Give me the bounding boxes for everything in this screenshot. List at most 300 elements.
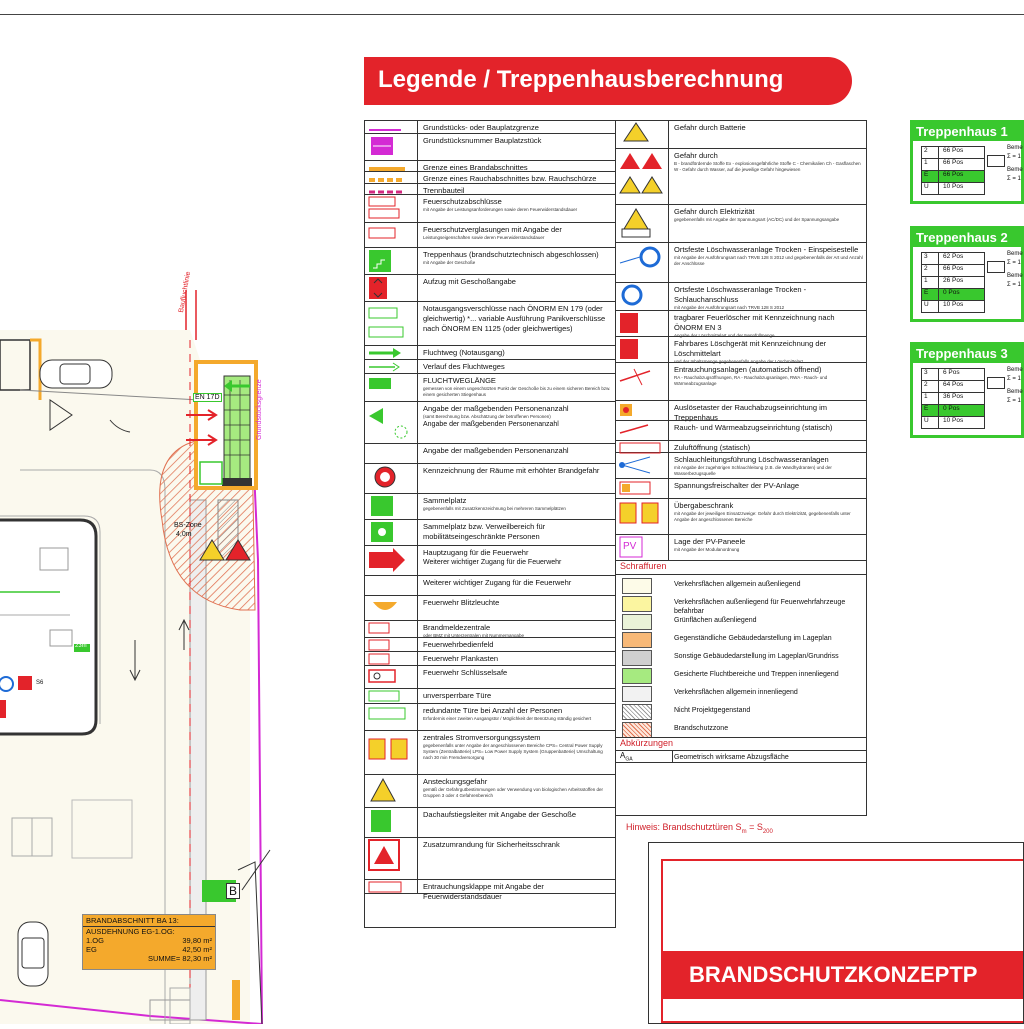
legend-text	[674, 455, 864, 477]
legend-right-row	[616, 535, 866, 561]
legend-label: Gefahr durch Elektrizität	[674, 207, 755, 216]
legend-symbol	[616, 479, 669, 498]
legend-symbol	[365, 275, 418, 301]
bs-zone-label: BS-Zone	[174, 522, 202, 529]
treppenhaus-floor: E	[922, 405, 939, 416]
treppenhaus-row	[921, 392, 985, 405]
schraffur-swatch	[622, 632, 652, 648]
legend-symbol	[365, 402, 418, 443]
legend-right-row	[616, 205, 866, 243]
brandabschnitt-row-key: 1.OG	[86, 936, 104, 945]
legend-sublabel: mit Angabe der zugehörigen Schlauchleitung (z.B. die Wandhydranten) und der Wasserbezugsquelle	[674, 465, 832, 476]
legend-right-row	[616, 401, 866, 421]
legend-text	[423, 840, 613, 850]
treppenhaus-persons: 36 Pos	[943, 393, 964, 400]
legend-text	[423, 496, 613, 512]
en179-plan-tag: EN 17D	[195, 394, 220, 401]
legend-symbol	[616, 337, 669, 362]
abkuerzung-row	[616, 751, 866, 763]
legend-label: Feuerwehrbedienfeld	[423, 640, 494, 649]
abkuerzung-value: Geometrisch wirksame Abzugsfläche	[674, 754, 789, 761]
legend-left-row	[365, 666, 615, 689]
legend-text	[423, 578, 613, 588]
legend-sublabel: (samt Berechnung bzw. Abschätzung der betroffenen Personen)	[423, 414, 551, 419]
legend-left-row	[365, 638, 615, 652]
brandabschnitt-row-key: EG	[86, 945, 97, 954]
schraffur-label: Verkehrsflächen allgemein außenliegend	[674, 581, 801, 588]
treppenhaus-note: Beme	[1007, 167, 1023, 173]
legend-label: Übergabeschrank	[674, 501, 734, 510]
legend-text	[423, 691, 613, 701]
treppenhaus-note: Beme	[1007, 145, 1023, 151]
schraffur-label: Sonstige Gebäudedarstellung im Lageplan/Grundriss	[674, 653, 839, 660]
legend-banner	[364, 57, 852, 105]
legend-right-row	[616, 499, 866, 535]
legend-symbol	[365, 184, 418, 194]
treppenhaus-table	[921, 369, 985, 429]
legend-text	[423, 668, 613, 678]
legend-symbol	[365, 346, 418, 359]
treppenhaus-row	[921, 146, 985, 159]
treppenhaus-row	[921, 368, 985, 381]
legend-label: Feuerwehr Plankasten	[423, 654, 499, 663]
legend-sublabel: und der Inhaltsmenge gegebenenfalls Angabe der Löschmittelart	[674, 359, 803, 364]
treppenhaus-floor: E	[922, 171, 939, 182]
legend-text	[423, 598, 613, 608]
schraffur-row	[616, 647, 866, 665]
legend-label: Weiterer wichtiger Zugang für die Feuerwehr	[423, 578, 572, 587]
baufluchtlinie-label: Baufluchtlinie	[178, 270, 193, 314]
legend-text	[423, 136, 613, 146]
legend-left-row	[365, 223, 615, 248]
legend-label: Ansteckungsgefahr	[423, 777, 488, 786]
treppenhaus-table	[921, 253, 985, 313]
legend-left-row	[365, 652, 615, 666]
legend-left-row	[365, 731, 615, 775]
legend-text	[423, 174, 613, 184]
legend-text	[674, 365, 864, 387]
treppenhaus-note: Beme	[1007, 389, 1023, 395]
legend-label: Ortsfeste Löschwasseranlage Trocken - Schlauchanschluss	[674, 285, 807, 304]
legend-symbol	[365, 302, 418, 345]
legend-symbol	[365, 838, 418, 879]
grundstuecksgrenze-label: Grundstücksgrenze	[256, 379, 263, 440]
legend-label: Angabe der maßgebenden Personenanzahl	[423, 404, 569, 413]
treppenhaus-persons: 66 Pos	[943, 265, 964, 272]
schraffur-swatch	[622, 650, 652, 666]
legend-label: Auslösetaster der Rauchabzugseinrichtung im Treppenhaus	[674, 403, 827, 422]
brandabschnitt-subtitle: AUSDEHNUNG EG-1.OG:	[86, 927, 175, 936]
assembly-point-b-label: B	[226, 883, 240, 899]
treppenhaus-note: Σ = 1	[1007, 260, 1021, 266]
legend-text	[423, 522, 613, 542]
legend-symbol	[365, 172, 418, 183]
brandabschnitt-row-value: 42,50 m²	[182, 945, 212, 954]
brandabschnitt-row	[83, 945, 215, 954]
treppenhaus-row	[921, 182, 985, 195]
legend-label: Angabe der maßgebenden Personenanzahl	[423, 446, 569, 455]
bs-zone-dimension: 4,0m	[176, 531, 192, 538]
schraffur-row	[616, 683, 866, 701]
legend-label: Dachaufstiegsleiter mit Angabe der Geschoße	[423, 810, 576, 819]
legend-label: unversperrbare Türe	[423, 691, 492, 700]
legend-label: Grundstücksnummer Bauplatzstück	[423, 136, 542, 145]
legend-text	[423, 197, 613, 213]
legend-symbol	[365, 546, 418, 575]
legend-symbol	[365, 223, 418, 247]
treppenhaus-note: Σ = 1	[1007, 176, 1021, 182]
abkuerzungen-header: Abkürzungen	[616, 737, 866, 751]
treppenhaus-row	[921, 276, 985, 289]
treppenhaus-note: Beme	[1007, 367, 1023, 373]
treppenhaus-persons: 10 Pos	[943, 183, 964, 190]
legend-left-row	[365, 464, 615, 494]
legend-text	[423, 376, 613, 398]
schraffur-swatch	[622, 704, 652, 720]
schraffur-label: Nicht Projektgegenstand	[674, 707, 751, 714]
schraffur-swatch	[622, 722, 652, 738]
legend-symbol	[365, 808, 418, 837]
legend-right-row	[616, 453, 866, 479]
hinweis-note	[626, 822, 773, 835]
treppenhaus-row	[921, 288, 985, 301]
legend-symbol	[365, 374, 418, 401]
schraffur-row	[616, 575, 866, 593]
legend-text	[423, 706, 613, 722]
legend-left-row	[365, 444, 615, 464]
treppenhaus-persons: 0 Pos	[943, 289, 960, 296]
legend-text	[674, 481, 864, 491]
legend-label: Grundstücks- oder Bauplatzgrenze	[423, 123, 539, 132]
legend-left-row	[365, 880, 615, 901]
legend-symbol	[616, 421, 669, 440]
legend-left-row	[365, 494, 615, 520]
legend-text	[423, 362, 613, 372]
treppenhaus-table	[921, 147, 985, 195]
legend-symbol	[365, 880, 418, 893]
legend-text	[423, 225, 613, 241]
legend-label: Gefahr durch	[674, 151, 718, 160]
treppenhaus-floor: 2	[922, 265, 939, 276]
legend-symbol	[616, 149, 669, 204]
legend-label: Entrauchungsklappe mit Angabe der Feuerwiderstandsdauer	[423, 882, 544, 901]
legend-symbol	[365, 195, 418, 222]
treppenhaus-floor: 1	[922, 159, 939, 170]
legend-sublabel: oder BMZ mit Unterzentralen mit Nummernangabe	[423, 633, 525, 638]
legend-label: Feuerwehr Schlüsselsafe	[423, 668, 508, 677]
legend-label: Aufzug mit Geschoßangabe	[423, 277, 516, 286]
legend-sublabel: mit Angabe der Leistungsanforderungen sowie deren Feuerwiderstandsdauer	[423, 207, 578, 212]
schraffur-row	[616, 665, 866, 683]
legend-sublabel: gemessen von einem ungeschützten Punkt der Geschoße bis zu einem sicheren Bereich bzw. einem gesicherten Stiegenhaus	[423, 386, 611, 397]
legend-right-row	[616, 479, 866, 499]
legend-right-column	[616, 120, 867, 816]
legend-symbol	[365, 621, 418, 637]
legend-label: Lage der PV-Paneele	[674, 537, 746, 546]
treppenhaus-note: Σ = 1	[1007, 398, 1021, 404]
legend-right-row	[616, 441, 866, 453]
legend-text	[674, 501, 864, 523]
site-plan	[0, 0, 360, 1024]
legend-symbol	[365, 652, 418, 665]
schraffur-label: Verkehrsflächen außenliegend für Feuerwehrfahrzeuge befahrbar	[674, 599, 846, 615]
legend-text	[423, 466, 613, 476]
legend-symbol	[365, 576, 418, 595]
extinguisher-plan-label: S6	[36, 680, 44, 686]
legend-right-row	[616, 337, 866, 363]
treppenhaus-persons: 66 Pos	[943, 147, 964, 154]
brandabschnitt-row-value: 39,80 m²	[182, 936, 212, 945]
legend-label: Feuerschutzverglasungen mit Angabe der	[423, 225, 562, 234]
schraffuren-header: Schraffuren	[616, 561, 866, 575]
legend-symbol	[365, 248, 418, 274]
treppenhaus-floor: 2	[922, 381, 939, 392]
legend-label: Fahrbares Löschgerät mit Kennzeichnung der Löschmittelart	[674, 339, 827, 358]
treppenhaus-floor: 1	[922, 393, 939, 404]
legend-text	[423, 404, 613, 429]
legend-text	[423, 623, 613, 639]
legend-text	[423, 277, 613, 287]
treppenhaus-persons: 66 Pos	[943, 171, 964, 178]
legend-label: Entrauchungsanlagen (automatisch öffnend)	[674, 365, 822, 374]
title-block-bar	[661, 951, 1023, 999]
legend-left-row	[365, 275, 615, 302]
legend-sublabel: RA - Rauchabzugsöffnungen, RA - Rauchabzugsanlagen, RWA - Rauch- und Wärmeabzugsanlage	[674, 375, 828, 386]
room-area-tag: 23m	[75, 643, 87, 649]
abkuerzung-key-sub: GA	[625, 756, 633, 763]
legend-label: Rauch- und Wärmeabzugseinrichtung (statisch)	[674, 423, 833, 432]
legend-text	[423, 250, 613, 266]
treppenhaus-persons: 0 Pos	[943, 405, 960, 412]
legend-left-row	[365, 775, 615, 808]
treppenhaus-persons: 66 Pos	[943, 159, 964, 166]
legend-sublabel: mit Angabe der Ausführungsart nach TRVB 128 S 2012 und gegebenenfalls der Art und Anzahl der Anschlüsse	[674, 255, 863, 266]
legend-text	[423, 810, 613, 820]
legend-left-row	[365, 360, 615, 374]
treppenhaus-note: Σ = 1	[1007, 376, 1021, 382]
legend-sublabel: gemäß der Gefahrgutbestimmungen oder Verwendung von biologischen Arbeitsstoffen der Gruppen 3 oder 4 Gefahrenbereich	[423, 787, 604, 798]
brandabschnitt-title: BRANDABSCHNITT BA 13:	[83, 915, 215, 927]
legend-text	[423, 123, 613, 133]
legend-symbol	[616, 441, 669, 452]
treppenhaus-persons: 10 Pos	[943, 417, 964, 424]
legend-text	[674, 537, 864, 553]
legend-text	[674, 443, 864, 453]
legend-symbol	[365, 464, 418, 493]
treppenhaus-note: Σ = 1	[1007, 154, 1021, 160]
legend-left-row	[365, 704, 615, 731]
schraffur-swatch	[622, 578, 652, 594]
legend-text	[674, 423, 864, 433]
treppenhaus-title: Treppenhaus 3	[913, 345, 1021, 363]
legend-left-row	[365, 134, 615, 161]
legend-symbol	[365, 775, 418, 807]
legend-label: Ortsfeste Löschwasseranlage Trocken - Einspeisestelle	[674, 245, 859, 254]
legend-label: FLUCHTWEGLÄNGE	[423, 376, 496, 385]
legend-text	[674, 285, 864, 311]
legend-sublabel: gegebenenfalls mit Angabe der Spannungsart (AC/DC) und der Spannungsangabe	[674, 217, 840, 222]
legend-right-row	[616, 311, 866, 337]
schraffur-swatch	[622, 614, 652, 630]
legend-text	[674, 403, 864, 423]
legend-label: Feuerschutzabschlüsse	[423, 197, 502, 206]
legend-right-row	[616, 243, 866, 283]
treppenhaus-row	[921, 404, 985, 417]
treppenhaus-row	[921, 416, 985, 429]
legend-left-row	[365, 161, 615, 172]
legend-sublabel: Erfordernis einer zweiten Ausgangstür / Möglichkeit der Benützung ständig gesichert	[423, 716, 592, 721]
brandabschnitt-row	[83, 936, 215, 945]
legend-sublabel: mit Angabe der Modulanordnung	[674, 547, 740, 552]
treppenhaus-note: Beme	[1007, 251, 1023, 257]
schraffur-row	[616, 701, 866, 719]
legend-left-row	[365, 374, 615, 402]
treppenhaus-stair-icon	[987, 155, 1005, 167]
treppenhaus-floor: U	[922, 417, 939, 428]
legend-left-row	[365, 121, 615, 134]
schraffur-swatch	[622, 686, 652, 702]
hinweis-mid: = S	[746, 822, 763, 832]
legend-symbol	[365, 689, 418, 703]
schraffur-label: Gesicherte Fluchtbereiche und Treppen innenliegend	[674, 671, 839, 678]
schraffur-row	[616, 593, 866, 615]
legend-sublabel: Angabe der Löschmittelart und der Nennfüllmenge	[674, 333, 775, 338]
legend-text	[674, 207, 864, 223]
site-plan-drawing	[0, 0, 360, 1024]
legend-text	[423, 446, 613, 456]
legend-left-row	[365, 576, 615, 596]
legend-symbol	[365, 596, 418, 620]
legend-text	[674, 339, 864, 365]
legend-text	[674, 151, 864, 173]
legend-symbol	[365, 638, 418, 651]
legend-left-row	[365, 808, 615, 838]
legend-symbol	[616, 535, 669, 560]
legend-left-column	[364, 120, 616, 928]
treppenhaus-note: Beme	[1007, 273, 1023, 279]
legend-label: Trennbauteil	[423, 186, 465, 195]
legend-label: Fluchtweg (Notausgang)	[423, 348, 505, 357]
legend-symbol	[365, 520, 418, 545]
legend-text	[423, 882, 613, 902]
legend-label: Verlauf des Fluchtweges	[423, 362, 505, 371]
legend-sublabel: mit Angabe der jeweiligen Einsatzzweige: Gefahr durch Elektrizität, gegebenenfalls unter Angabe der angeschlossenen Bereiche	[674, 511, 851, 522]
schraffur-swatch	[622, 668, 652, 684]
legend-label: Grenze eines Brandabschnittes	[423, 163, 528, 172]
schraffur-label: Grünflächen außenliegend	[674, 617, 757, 624]
legend-right-row	[616, 421, 866, 441]
legend-right-row	[616, 121, 866, 149]
legend-sublabel: gegebenenfalls unter Angabe der angeschlossenen Bereiche CPS= Central Power Supply System (Zentralbatterie) LPS= Low Power Supply System (Gruppenbatterie) Umschaltung nach 30 min Fremdversorgung	[423, 743, 603, 760]
hinweis-sub1: m	[741, 828, 747, 835]
legend-right-row	[616, 149, 866, 205]
legend-label: Sammelplatz bzw. Verweilbereich für mobilitätseingeschränkte Personen	[423, 522, 546, 541]
legend-label: Brandmeldezentrale	[423, 623, 491, 632]
treppenhaus-row	[921, 252, 985, 265]
legend-symbol	[365, 360, 418, 373]
legend-right-row	[616, 283, 866, 311]
legend-left-row	[365, 184, 615, 195]
schraffur-label: Verkehrsflächen allgemein innenliegend	[674, 689, 798, 696]
treppenhaus-title: Treppenhaus 2	[913, 229, 1021, 247]
treppenhaus-floor: U	[922, 301, 939, 312]
treppenhaus-row	[921, 300, 985, 313]
treppenhaus-persons: 62 Pos	[943, 253, 964, 260]
legend-symbol	[365, 121, 418, 133]
legend-text	[423, 304, 613, 334]
legend-symbol	[616, 453, 669, 478]
treppenhaus-persons: 26 Pos	[943, 277, 964, 284]
legend-label: Feuerwehr Blitzleuchte	[423, 598, 500, 607]
legend-symbol	[616, 499, 669, 534]
legend-label: Grenze eines Rauchabschnittes bzw. Rauchschürze	[423, 174, 597, 183]
treppenhaus-row	[921, 170, 985, 183]
legend-symbol	[616, 363, 669, 400]
treppenhaus-floor: E	[922, 289, 939, 300]
legend-label: Zusatzumrandung für Sicherheitsschrank	[423, 840, 560, 849]
treppenhaus-persons: 6 Pos	[943, 369, 960, 376]
legend-sublabel: mit Angabe der Ausführungsart nach TRVB 128 S 2012	[674, 305, 785, 310]
treppenhaus-persons: 64 Pos	[943, 381, 964, 388]
abkuerzung-key: $A_{GA}$	[616, 751, 673, 762]
treppenhaus-floor: 3	[922, 253, 939, 264]
treppenhaus-floor: 1	[922, 277, 939, 288]
legend-label: Notausgangsverschlüsse nach ÖNORM EN 179 (oder gleichwertig) *... variable Ausführung Panikverschlüsse nach ÖNORM EN 1125 (oder gleichwertiges)	[423, 304, 606, 333]
legend-sublabel: B - brandfördernde Stoffe Ex - explosionsgefährliche Stoffe C - Chemikalien Ch - Gasflaschen W - Gefahr durch Wasser, auf die jeweilige Gefahr hingewiesen	[674, 161, 861, 172]
treppenhaus-stair-icon	[987, 261, 1005, 273]
legend-symbol	[365, 494, 418, 519]
legend-left-row	[365, 195, 615, 223]
legend-text	[423, 348, 613, 358]
legend-label: redundante Türe bei Anzahl der Personen	[423, 706, 563, 715]
legend-symbol	[616, 311, 669, 336]
legend-label: Treppenhaus (brandschutztechnisch abgeschlossen)	[423, 250, 599, 259]
legend-text	[674, 245, 864, 267]
legend-symbol	[365, 444, 418, 463]
legend-extra-label: Angabe der maßgebenden Personenanzahl	[423, 421, 559, 428]
legend-sublabel: Leistungseigenschaften sowie deren Feuerwiderstandsdauer	[423, 235, 545, 240]
title-block-title: BRANDSCHUTZKONZEPTP	[689, 962, 978, 987]
legend-symbol	[616, 243, 669, 282]
legend-label: Hauptzugang für die Feuerwehr	[423, 548, 529, 557]
schraffur-row	[616, 719, 866, 737]
legend-left-row	[365, 172, 615, 184]
legend-text	[674, 123, 864, 133]
legend-extra-label: Weiterer wichtiger Zugang für die Feuerwehr	[423, 559, 562, 566]
treppenhaus-panel	[910, 342, 1024, 438]
legend-left-row	[365, 621, 615, 638]
treppenhaus-floor: 2	[922, 147, 939, 158]
legend-left-row	[365, 346, 615, 360]
legend-label: Gefahr durch Batterie	[674, 123, 746, 132]
treppenhaus-row	[921, 158, 985, 171]
legend-text	[674, 313, 864, 339]
brandabschnitt-sum: SUMME= 82,30 m²	[148, 954, 212, 963]
legend-symbol	[365, 704, 418, 730]
treppenhaus-note: Σ = 1	[1007, 282, 1021, 288]
brandabschnitt-box	[82, 914, 216, 970]
legend-text	[423, 777, 613, 799]
legend-symbol	[616, 283, 669, 310]
legend-sublabel: mit Angabe der Geschoße	[423, 260, 476, 265]
legend-left-row	[365, 838, 615, 880]
legend-left-row	[365, 596, 615, 621]
treppenhaus-stair-icon	[987, 377, 1005, 389]
legend-label: Spannungsfreischalter der PV-Anlage	[674, 481, 800, 490]
legend-left-row	[365, 248, 615, 275]
legend-label: tragbarer Feuerlöscher mit Kennzeichnung nach ÖNORM EN 3	[674, 313, 835, 332]
legend-text	[423, 654, 613, 664]
